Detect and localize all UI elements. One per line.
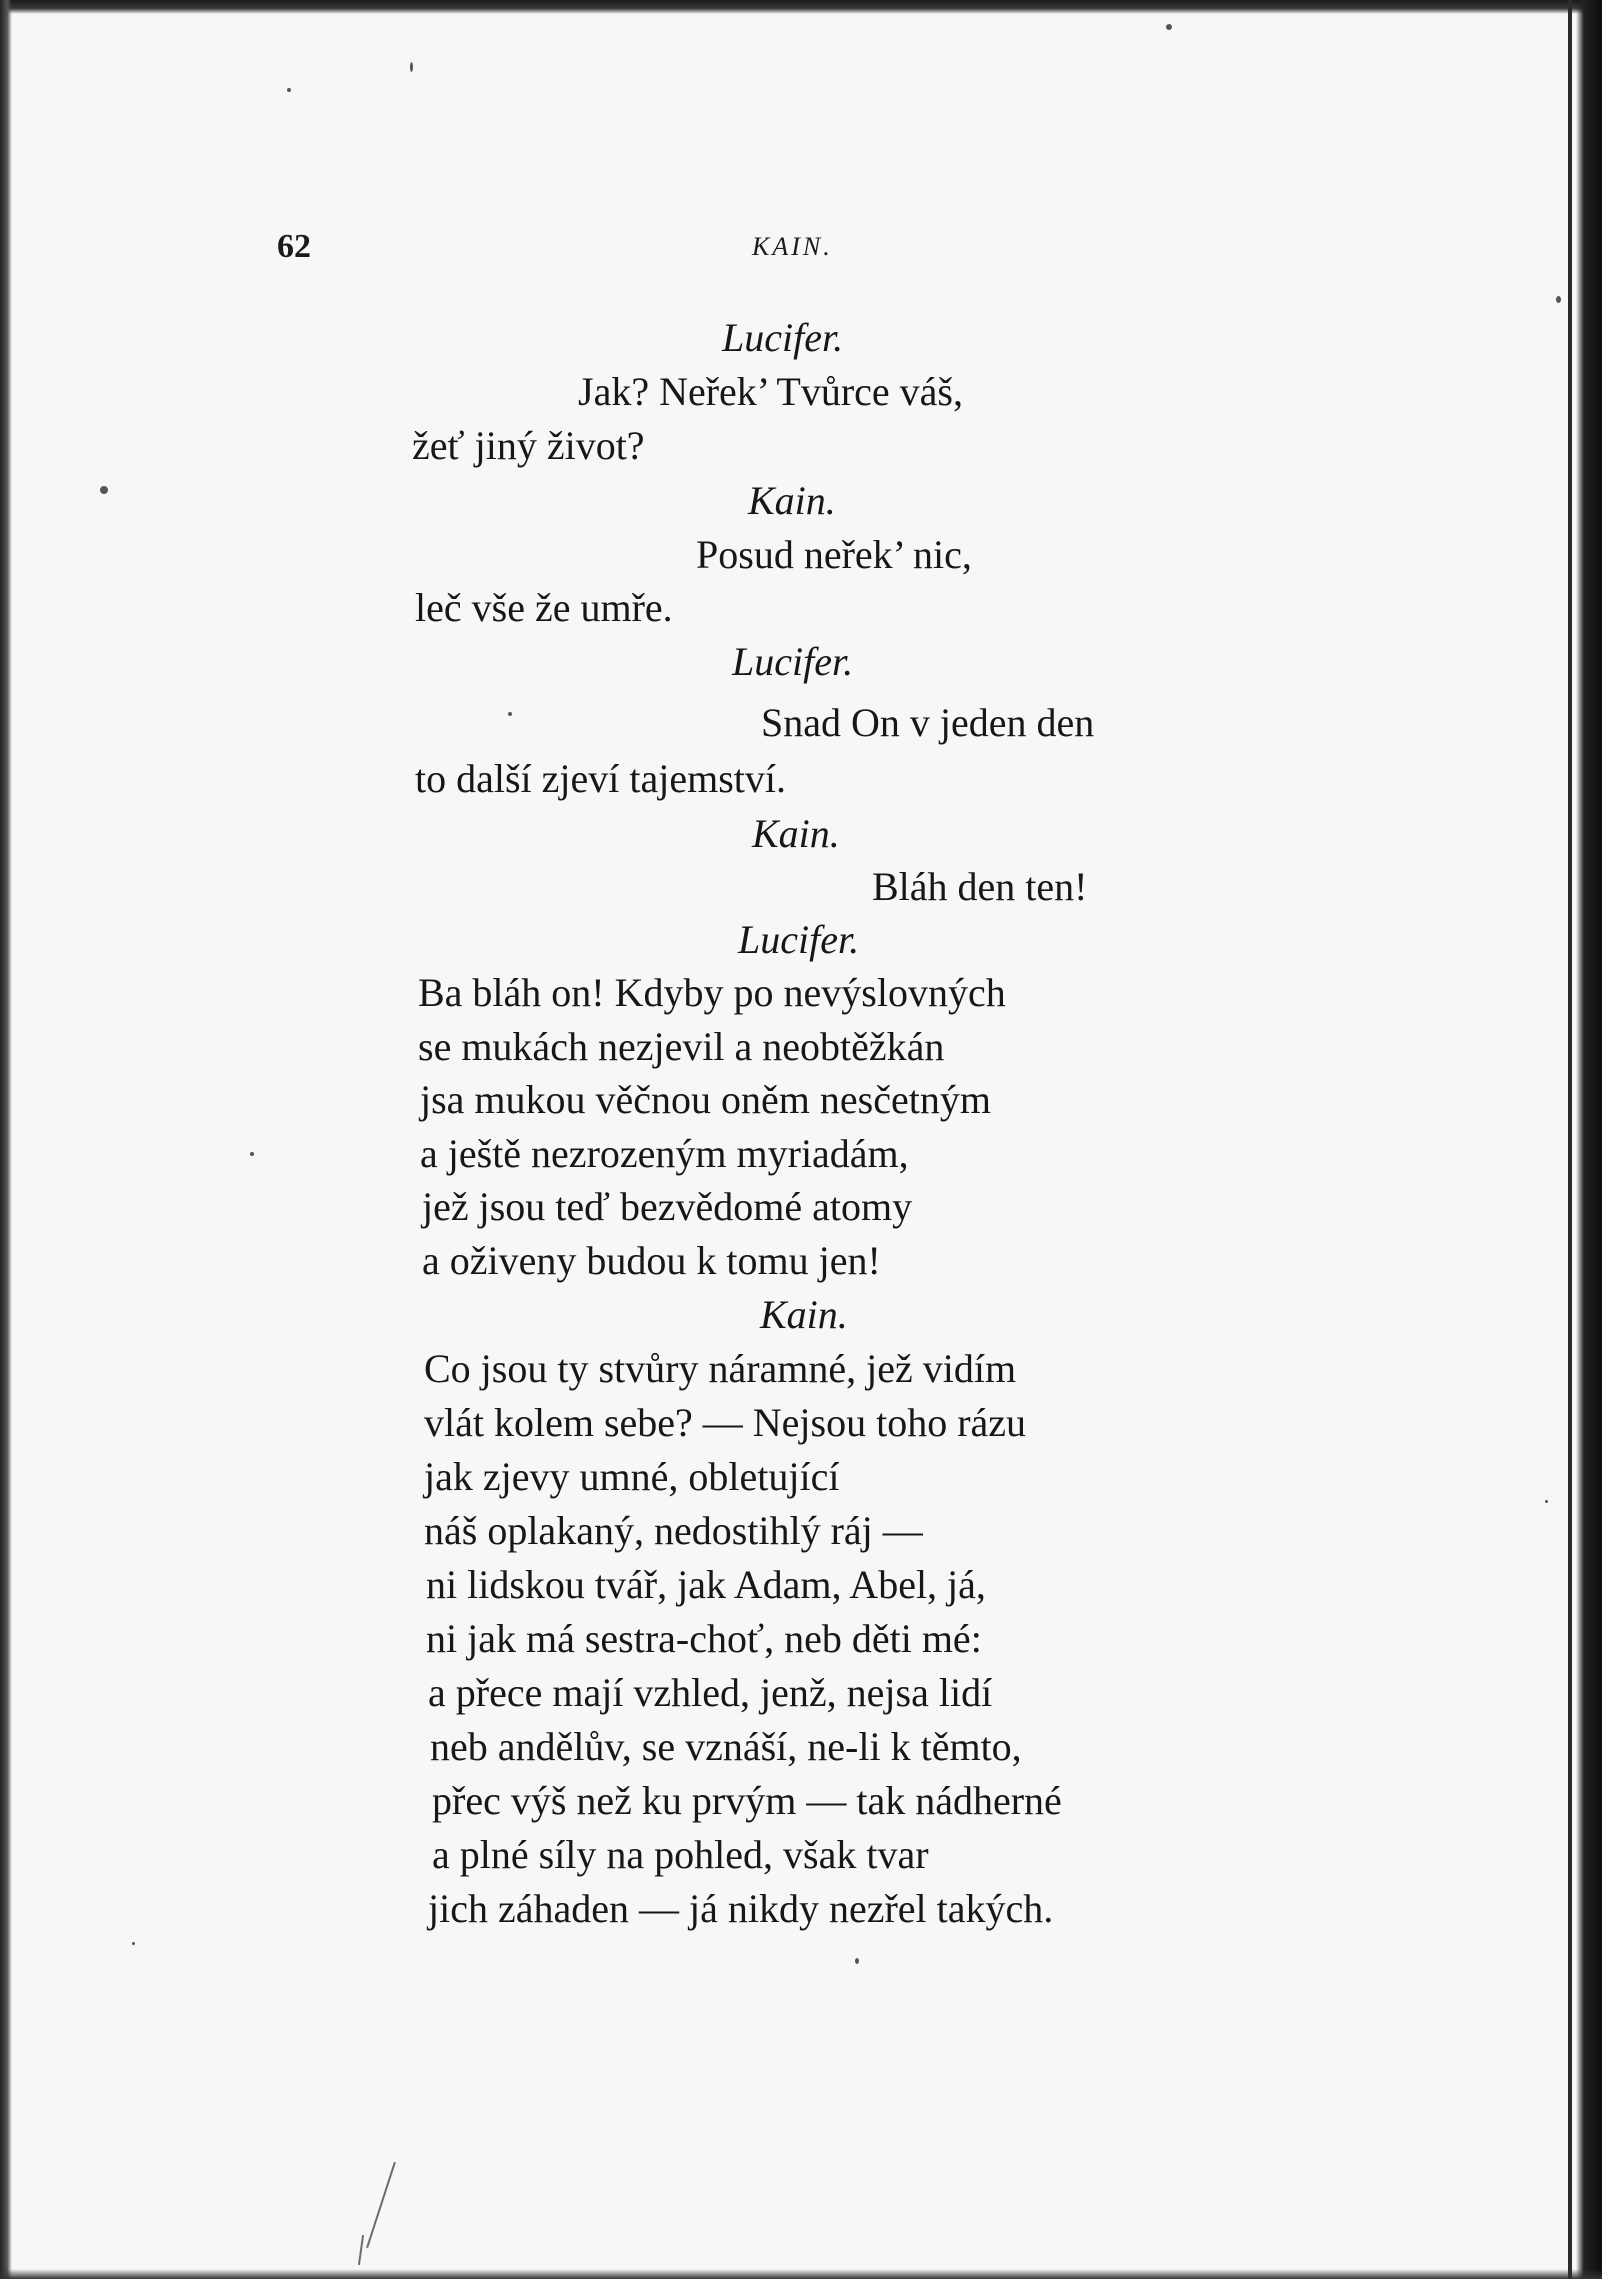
scan-speck: [1545, 1500, 1548, 1503]
verse-line: Ba bláh on! Kdyby po nevýslovných: [418, 970, 1006, 1015]
verse-line: vlát kolem sebe? — Nejsou toho rázu: [424, 1400, 1027, 1445]
verse-line: a plné síly na pohled, však tvar: [432, 1832, 929, 1877]
scan-speck: [287, 88, 291, 92]
verse-line: jež jsou teď bezvědomé atomy: [422, 1184, 913, 1229]
speaker-name: Kain.: [748, 478, 836, 523]
scan-speck: [508, 712, 512, 716]
scan-edge-left: [0, 0, 12, 2279]
scan-speck: [250, 1152, 254, 1156]
speaker-name: Kain.: [752, 811, 840, 856]
verse-line: ni lidskou tvář, jak Adam, Abel, já,: [426, 1562, 986, 1607]
verse-line: Bláh den ten!: [872, 864, 1088, 909]
scan-speck: [132, 1942, 135, 1945]
verse-line: jsa mukou věčnou oněm nesčetným: [420, 1077, 991, 1122]
verse-line: náš oplakaný, nedostihlý ráj —: [424, 1508, 923, 1553]
scan-speck: [1556, 296, 1561, 303]
verse-line: Posud neřek’ nic,: [696, 532, 972, 577]
speaker-name: Lucifer.: [738, 917, 860, 962]
scan-edge-right-line: [1568, 0, 1572, 2279]
scan-edge-right: [1576, 0, 1602, 2279]
scan-speck: [410, 62, 413, 72]
verse-line: jich záhaden — já nikdy nezřel takých.: [428, 1886, 1054, 1931]
scan-edge-bottom: [0, 2269, 1602, 2279]
page-number: 62: [277, 228, 311, 265]
verse-line: žeť jiný život?: [412, 423, 645, 468]
verse-line: ni jak má sestra-choť, neb děti mé:: [426, 1616, 982, 1661]
verse-line: Snad On v jeden den: [761, 700, 1095, 745]
verse-line: to další zjeví tajemství.: [415, 756, 787, 801]
scan-edge-top: [0, 0, 1602, 14]
scan-scratch: [366, 2162, 396, 2248]
verse-line: a ještě nezrozeným myriadám,: [420, 1131, 909, 1176]
speaker-name: Lucifer.: [732, 639, 854, 684]
verse-line: a oživeny budou k tomu jen!: [422, 1238, 881, 1283]
scan-scratch: [358, 2235, 364, 2265]
verse-line: leč vše že umře.: [415, 585, 673, 630]
verse-line: Jak? Neřek’ Tvůrce váš,: [578, 369, 963, 414]
verse-line: jak zjevy umné, obletující: [424, 1454, 840, 1499]
verse-line: se mukách nezjevil a neobtěžkán: [418, 1024, 945, 1069]
scan-speck: [100, 486, 108, 494]
speaker-name: Lucifer.: [722, 315, 844, 360]
running-head: KAIN.: [752, 232, 833, 261]
verse-line: přec výš než ku prvým — tak nádherné: [432, 1778, 1062, 1823]
verse-line: Co jsou ty stvůry náramné, jež vidím: [424, 1346, 1017, 1391]
scan-speck: [1166, 24, 1172, 30]
scan-speck: [855, 1958, 859, 1964]
verse-line: a přece mají vzhled, jenž, nejsa lidí: [428, 1670, 993, 1715]
verse-line: neb andělův, se vznáší, ne-li k těmto,: [430, 1724, 1022, 1769]
speaker-name: Kain.: [760, 1292, 848, 1337]
